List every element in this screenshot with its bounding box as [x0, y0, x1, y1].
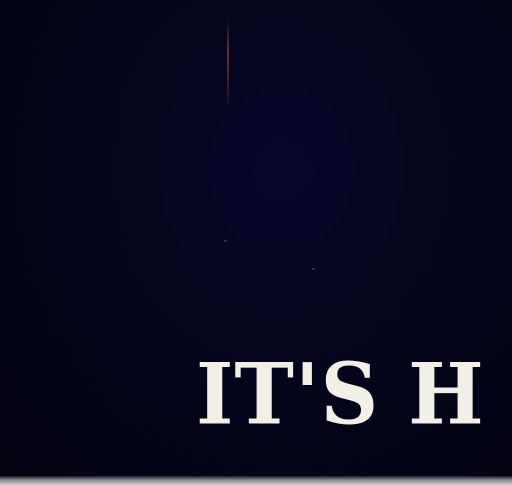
- background-speck: [312, 268, 315, 270]
- bottom-edge: [0, 476, 512, 485]
- poster-headline: IT'S H: [196, 344, 485, 444]
- background-speck: [224, 240, 227, 242]
- light-streak: [227, 18, 229, 104]
